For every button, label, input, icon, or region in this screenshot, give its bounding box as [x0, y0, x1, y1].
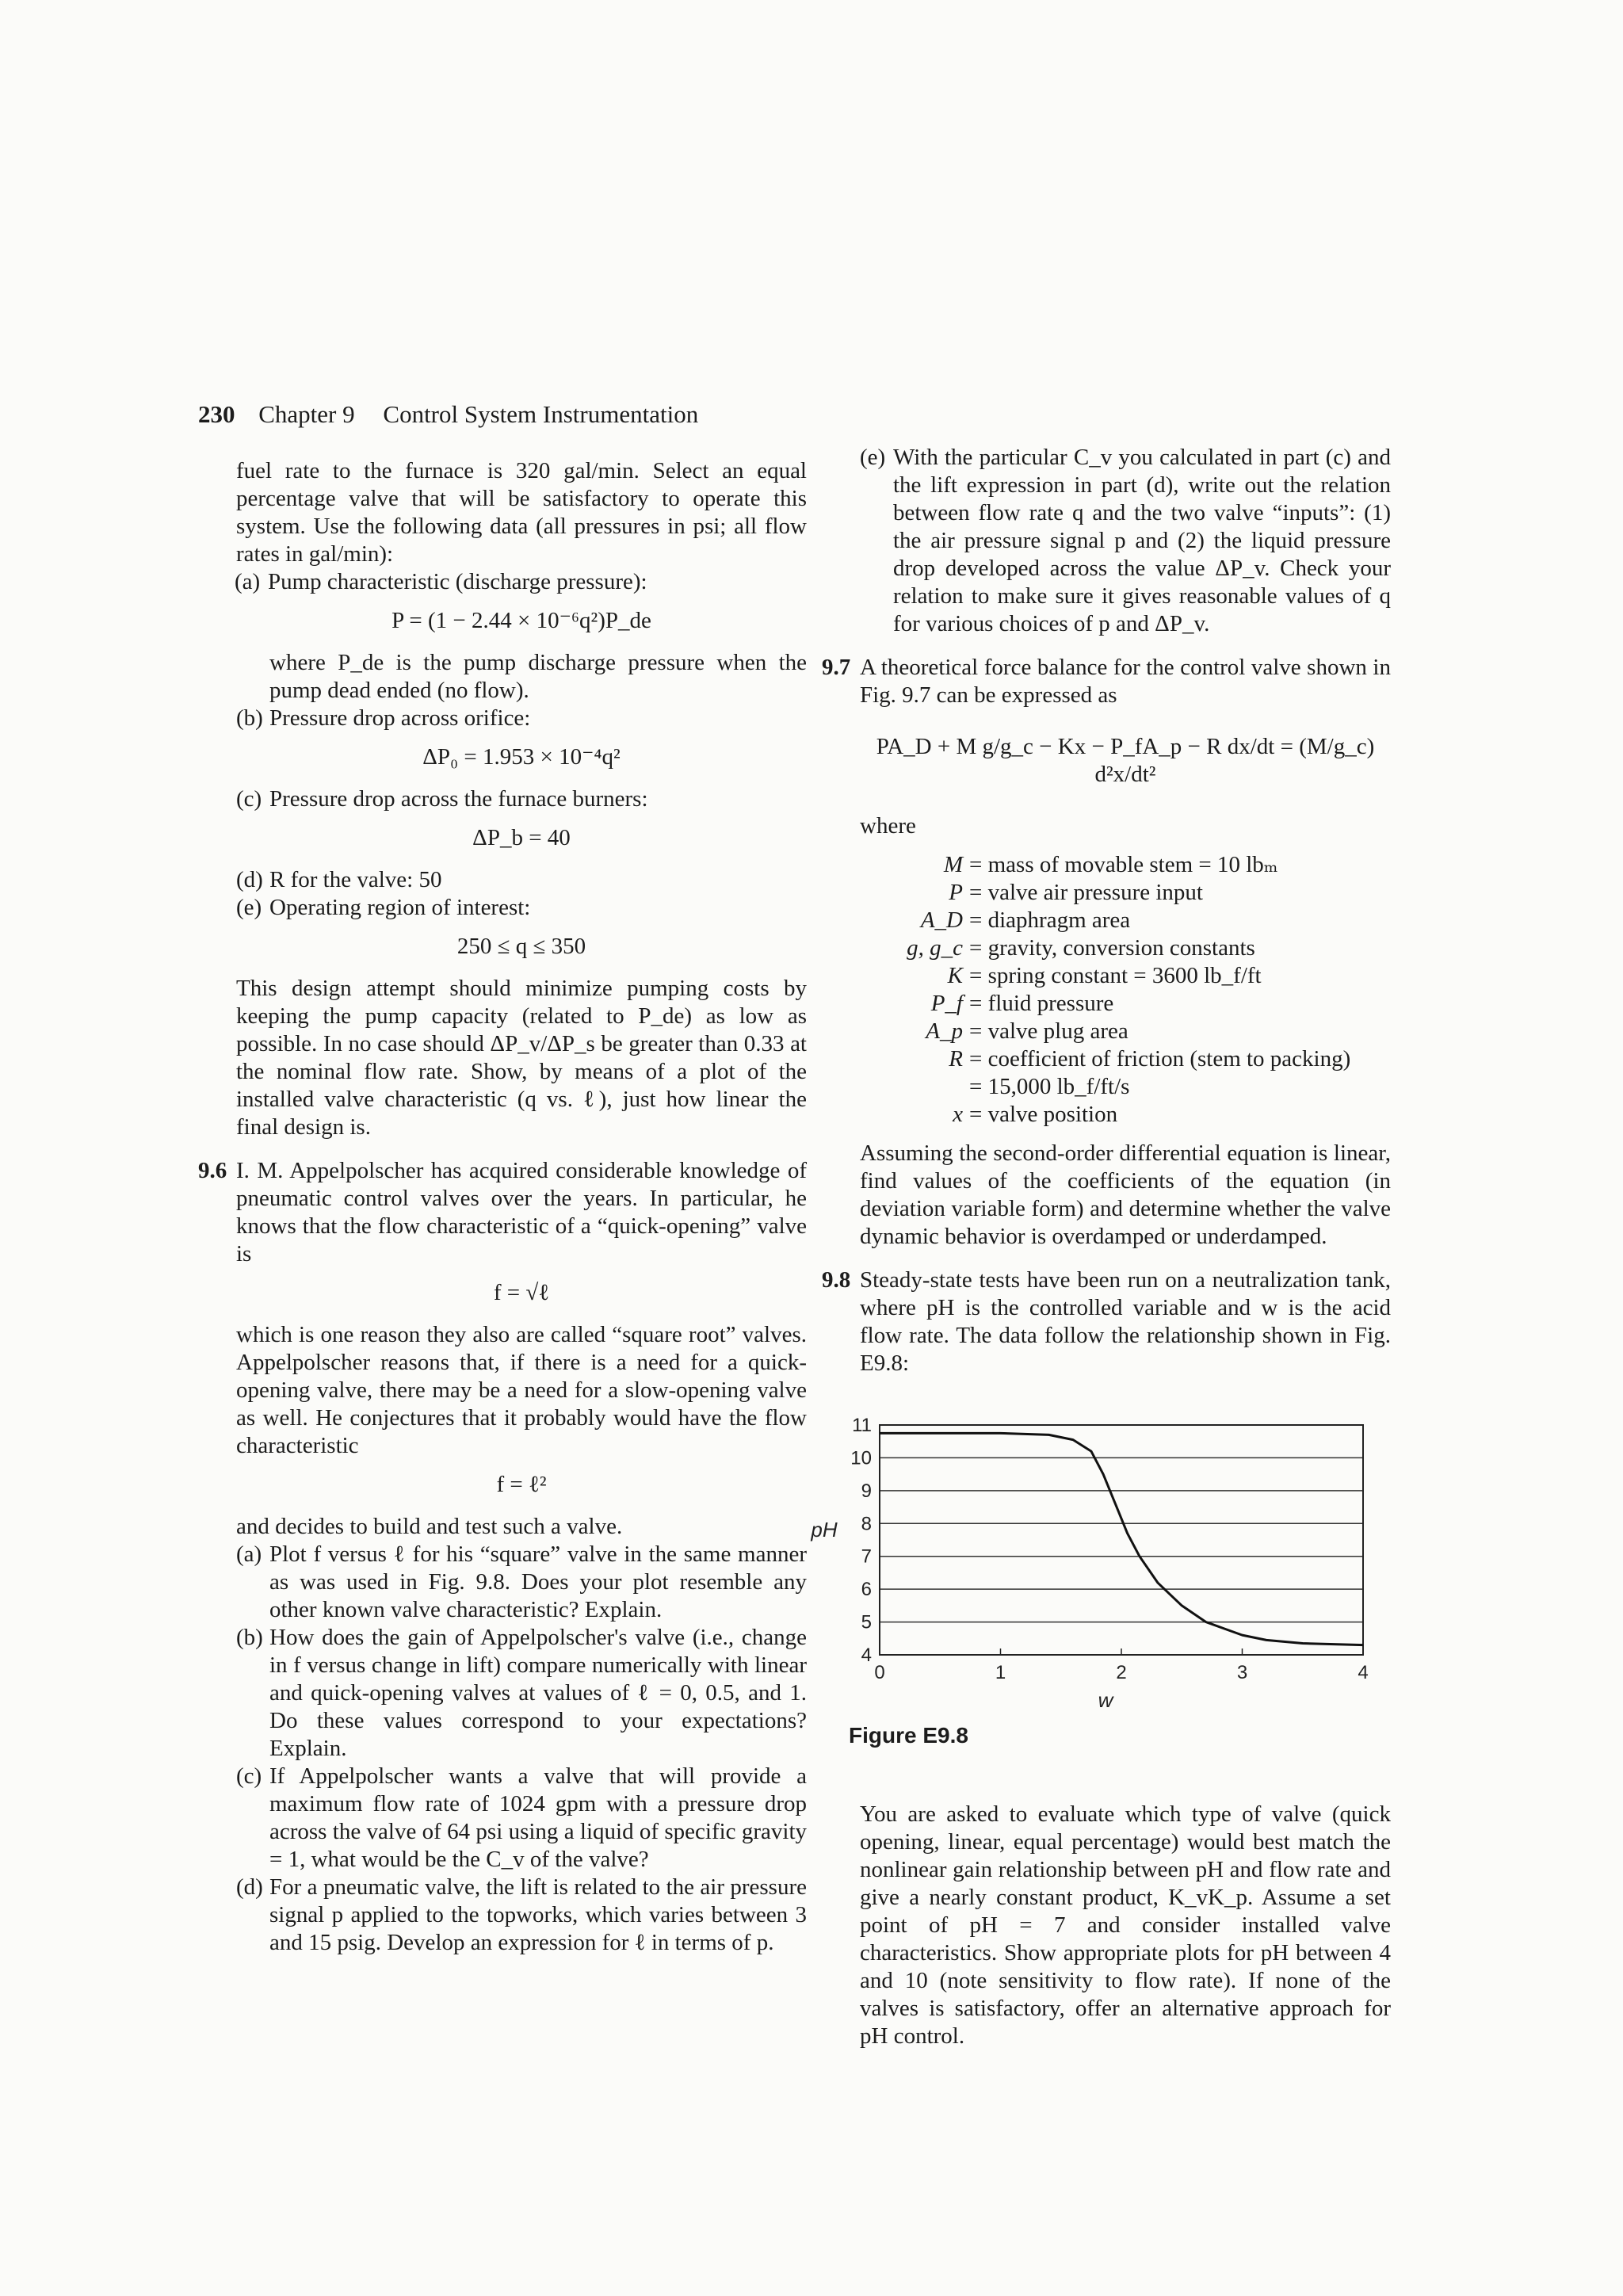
running-header	[198, 400, 698, 428]
definition-symbol: P	[949, 880, 963, 905]
question-c: (c) If Appelpolscher wants a valve that will provide a maximum flow rate of 1024 gpm with a pressure drop across the valve of 64 psi using a liquid of specific gravity = 1, what would be the C_v of the valve?	[236, 1763, 807, 1872]
problem-number: 9.6	[198, 1158, 227, 1183]
intro-paragraph: fuel rate to the furnace is 320 gal/min. Select an equal percentage valve that will be satisfactory to operate this system. Use the following data (all pressures in psi; all flow rates in gal/min):	[236, 458, 807, 567]
figure-e9-8	[811, 1393, 1391, 1726]
question-a: (a) Plot f versus ℓ for his “square” valve in the same manner as was used in Fig. 9.8. Does your plot resemble any other known valve characteristic? Explain.	[236, 1541, 807, 1622]
definition-symbol: M	[943, 852, 963, 877]
y-tick-label: 8	[861, 1513, 872, 1535]
problem-number: 9.8	[822, 1267, 851, 1293]
definition-text: = mass of movable stem = 10 lbₘ	[969, 852, 1278, 877]
equation-orifice: ΔP₀ = 1.953 × 10⁻⁴q²	[422, 744, 621, 770]
item-d: (d) R for the valve: 50	[236, 867, 442, 892]
equation-sqrt: f = √ℓ	[493, 1280, 550, 1305]
definition-row	[860, 1073, 1391, 1101]
y-tick-label: 4	[861, 1645, 872, 1666]
item-a: (a) Pump characteristic (discharge pressure):	[235, 569, 647, 594]
problem-9-6: 9.6 I. M. Appelpolscher has acquired considerable knowledge of pneumatic control valves over the years. In particular, he knows that the flow characteristic of a “quick-opening” valve is f = √ℓ which is one reason they also are called “square root” valves. Appelpolscher reasons that, if there is a need for a quick-opening valve, there may be a need for a slow-opening valve as well. He conjectures that it probably would have the flow characteristic f = ℓ² and decides to build and test such a valve. (a) Plot f versus ℓ for his “square” valve in the same manner as was used in Fig. 9.8. Does your plot resemble any other known valve characteristic? Explain. (b) How does the gain of Appelpolscher's valve (i.e., change in f versus change in lift) compare numerically with linear and quick-opening valves at values of ℓ = 0, 0.5, and 1. Do these values correspond to your expectations? Explain. (c) If Appelpolscher wants a valve that will provide a maximum flow rate of 1024 gpm with a pressure drop across the valve of 64 psi using a liquid of specific gravity = 1, what would be the C_v of the valve? (d) For a pneumatic valve, the lift is related to the air pressure signal p applied to the topworks, which varies between 3 and 15 psig. Develop an expression for ℓ in terms of p.	[198, 1158, 807, 1955]
definition-row	[860, 879, 1391, 907]
definition-row	[860, 962, 1391, 990]
definition-row	[860, 1045, 1391, 1073]
definition-symbol: A_D	[920, 907, 963, 933]
definition-row	[860, 934, 1391, 962]
question-d: (d) For a pneumatic valve, the lift is related to the air pressure signal p applied to the topworks, which varies between 3 and 15 psig. Develop an expression for ℓ in terms of p.	[236, 1874, 807, 1955]
definition-text: = coefficient of friction (stem to packing)	[969, 1046, 1351, 1072]
definitions-list	[860, 851, 1391, 1129]
x-axis-label: w	[1098, 1688, 1113, 1710]
definition-symbol: x	[953, 1102, 963, 1127]
y-tick-label: 10	[850, 1447, 872, 1469]
page-number: 230	[198, 400, 235, 428]
definition-row	[860, 990, 1391, 1018]
ph-chart	[792, 1393, 1371, 1710]
definition-symbol: g, g_c	[907, 935, 963, 961]
definition-text: = valve air pressure input	[969, 880, 1203, 905]
y-tick-label: 11	[852, 1415, 872, 1436]
definition-text: = spring constant = 3600 lb_f/ft	[969, 963, 1262, 988]
right-column	[811, 444, 1391, 2050]
item-b: (b) Pressure drop across orifice:	[236, 705, 531, 731]
chapter-label: Chapter 9	[258, 400, 355, 428]
x-tick-label: 0	[874, 1662, 885, 1683]
equation-pump: P = (1 − 2.44 × 10⁻⁶q²)P_de	[391, 608, 651, 633]
figure-label: Figure E9.8	[849, 1723, 968, 1748]
definition-symbol: A_p	[926, 1018, 963, 1044]
design-paragraph: This design attempt should minimize pumping costs by keeping the pump capacity (related to P_de) as low as possible. In no case should ΔP_v/ΔP_s be greater than 0.33 at the nominal flow rate. Show, by means of a plot of the installed valve characteristic (q vs. ℓ), just how linear the final design is.	[236, 976, 807, 1140]
question-e: (e) With the particular C_v you calculated in part (c) and the lift expression in part (d), write out the relation between flow rate q and the two valve “inputs”: (1) the air pressure signal p and (2) the liquid pressure drop developed across the value ΔP_v. Check your relation to make sure it gives reasonable values of q for various choices of p and ΔP_v.	[860, 445, 1391, 636]
where-pde: where P_de is the pump discharge pressure when the pump dead ended (no flow).	[269, 650, 807, 703]
equation-force-balance: PA_D + M g/g_c − Kx − P_fA_p − R dx/dt = (M/g_c) d²x/dt²	[876, 734, 1375, 787]
ph-curve	[880, 1433, 1363, 1645]
equation-region: 250 ≤ q ≤ 350	[456, 934, 586, 959]
y-tick-label: 6	[861, 1579, 872, 1601]
definition-row	[860, 907, 1391, 934]
definition-symbol: P_f	[930, 991, 963, 1016]
x-tick-label: 3	[1236, 1662, 1248, 1683]
item-c: (c) Pressure drop across the furnace burners:	[236, 786, 648, 812]
definition-text: = valve position	[969, 1102, 1118, 1127]
definition-text: = gravity, conversion constants	[969, 935, 1255, 961]
closing-paragraph: You are asked to evaluate which type of valve (quick opening, linear, equal percentage) would best match the nonlinear gain relationship between pH and flow rate and give a nearly constant product, K_vK_p. Assume a set point of pH = 7 and consider installed valve characteristics. Show appropriate plots for pH between 4 and 10 (note sensitivity to flow rate). If none of the valves is satisfactory, offer an alternative approach for pH control.	[860, 1801, 1391, 2049]
definition-text: = fluid pressure	[969, 991, 1114, 1016]
y-axis-label: pH	[811, 1517, 838, 1541]
x-tick-label: 1	[995, 1662, 1006, 1683]
definition-row	[860, 851, 1391, 879]
equation-square: f = ℓ²	[496, 1472, 547, 1497]
definition-text: = valve plug area	[969, 1018, 1128, 1044]
definition-text: = diaphragm area	[969, 907, 1131, 933]
definition-text: = 15,000 lb_f/ft/s	[969, 1074, 1130, 1099]
chapter-title: Control System Instrumentation	[383, 400, 699, 428]
left-column	[198, 457, 807, 1957]
question-b: (b) How does the gain of Appelpolscher's valve (i.e., change in f versus change in lift) compare numerically with linear and quick-opening valves at values of ℓ = 0, 0.5, and 1. Do these values correspond to your expectations? Explain.	[236, 1625, 807, 1761]
definition-symbol	[860, 1073, 969, 1101]
definition-row	[860, 1101, 1391, 1129]
definition-symbol: R	[949, 1046, 963, 1072]
item-e: (e) Operating region of interest:	[236, 895, 531, 920]
definition-row	[860, 1018, 1391, 1045]
y-tick-label: 9	[861, 1480, 872, 1502]
y-tick-label: 5	[861, 1611, 872, 1633]
y-tick-label: 7	[861, 1545, 872, 1568]
problem-9-7: 9.7 A theoretical force balance for the control valve shown in Fig. 9.7 can be expressed as PA_D + M g/g_c − Kx − P_fA_p − R dx/dt = (M/g_c) d²x/dt² where M = mass of movable stem = 10 lbₘ P = valve air pressure input A_D = diaphragm area g, g_c = gravity, conversion constants K = spring constant = 3600 lb_f/ft P_f = fluid pressure A_p = valve plug area R = coefficient of friction (stem to packing) = 15,000 lb_f/ft/s x = valve position Assuming the second-order differential equation is linear, find values of the coefficients of the equation (in deviation variable form) and determine whether the valve dynamic behavior is overdamped or underdamped.	[822, 655, 1391, 1249]
equation-burner: ΔP_b = 40	[472, 825, 571, 850]
problem-9-8: 9.8 Steady-state tests have been run on a neutralization tank, where pH is the controlled variable and w is the acid flow rate. The data follow the relationship shown in Fig. E9.8:	[822, 1267, 1391, 1376]
x-tick-label: 2	[1116, 1662, 1127, 1683]
problem-number: 9.7	[822, 655, 851, 680]
plot-frame	[880, 1425, 1363, 1655]
definition-symbol: K	[947, 963, 963, 988]
x-tick-label: 4	[1358, 1662, 1369, 1683]
